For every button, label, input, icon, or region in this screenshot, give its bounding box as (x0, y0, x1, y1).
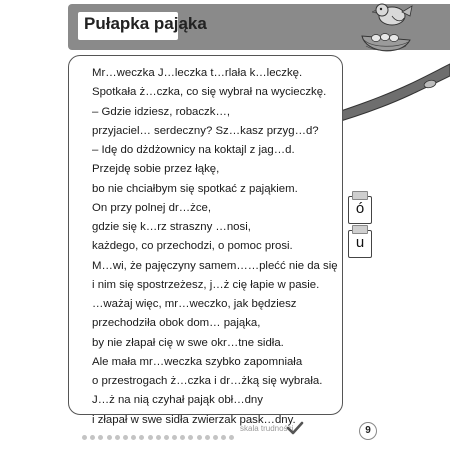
story-line: przechodziła obok dom… pająka, (92, 317, 261, 330)
story-line: Mr…weczka J…leczka t…rlała k…leczkę. (92, 67, 303, 79)
page-title: Pułapka pająka (84, 14, 207, 33)
page-number: 9 (359, 422, 377, 440)
story-text (92, 64, 342, 430)
checkmark-icon (286, 421, 304, 435)
story-line: Ale mała mr…weczka szybko zapomniała (92, 355, 303, 368)
story-line: by nie złapał cię w swe okr…tne sidła. (92, 336, 284, 349)
story-line: …ważaj więc, mr…weczko, jak będziesz (92, 298, 297, 310)
story-line: o przestrogach ż…czka i dr…żką się wybrała. (92, 375, 323, 387)
story-line: bo nie chciałbym się spotkać z pająkiem. (92, 182, 298, 195)
letter-card-u: u (348, 230, 372, 258)
story-line: – Gdzie idziesz, robaczk…, (92, 105, 231, 118)
story-line: – Idę do dżdżownicy na koktajl z jag…d. (92, 144, 295, 156)
story-line: i nim się spostrzeżesz, j…ż cię łapie w pasie. (92, 278, 320, 291)
story-line: każdego, co przechodzi, o pomoc prosi. (92, 240, 293, 253)
story-line: Spotkała ż…czka, co się wybrał na wycieczkę. (92, 86, 327, 99)
story-line: M…wi, że pajęczyny samem……plećć nie da się (92, 259, 338, 272)
difficulty-label: skala trudności (240, 424, 294, 433)
letter-card-o-acute: ó (348, 196, 372, 224)
story-line: i złapał w swe sidła zwierzak pask…dny. (92, 413, 296, 426)
story-line: Przejdę sobie przez łąkę, (92, 163, 220, 176)
difficulty-dots (82, 427, 238, 445)
story-line: gdzie się k…rz straszny …nosi, (92, 221, 251, 233)
story-line: On przy polnej dr…żce, (92, 201, 212, 214)
story-line: przyjaciel… serdeczny? Sz…kasz przyg…d? (92, 124, 319, 137)
story-line: J…ż na nią czyhał pająk obł…dny (92, 394, 263, 407)
